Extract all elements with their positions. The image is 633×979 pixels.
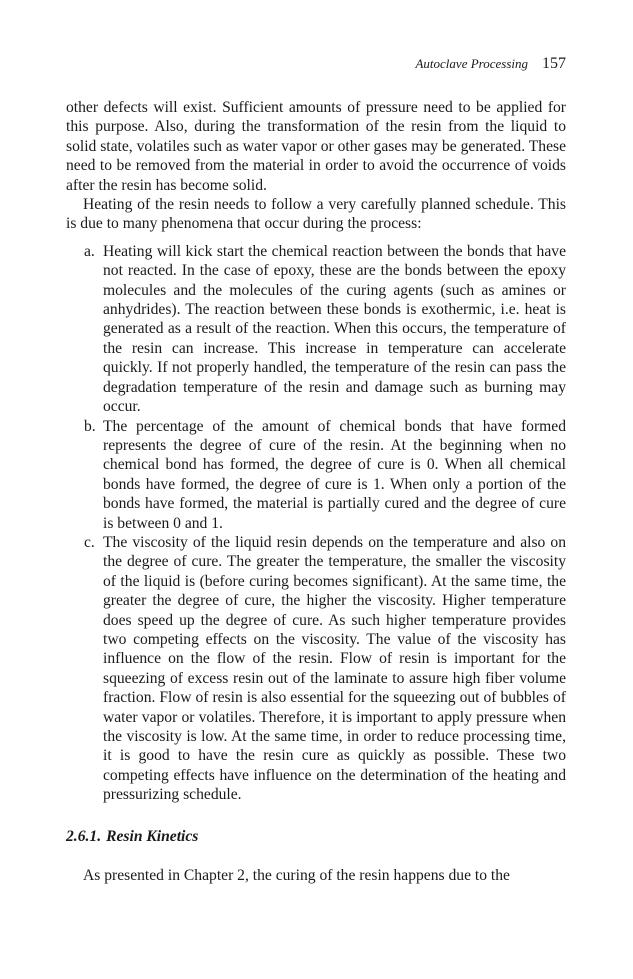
- paragraph-heating-schedule: Heating of the resin needs to follow a very carefully planned schedule. This is due to many phenomena that occur during the process:: [66, 196, 566, 233]
- section-heading: [66, 827, 566, 846]
- section-number: 2.6.1.: [66, 827, 102, 845]
- paragraph-resin-kinetics: As presented in Chapter 2, the curing of the resin happens due to the: [83, 867, 510, 885]
- list-item-text: Heating will kick start the chemical reaction between the bonds that have not reacted. In the case of epoxy, these are the bonds between the epoxy molecules and the molecules of the curing agents (such as amines or anhydrides). The reaction between these bonds is exothermic, i.e. heat is generated as a result of the reaction. When this occurs, the temperature of the resin can increase. This increase in temperature can accelerate quickly. If not properly handled, the temperature of the resin can pass the degradation temperature of the resin and damage such as burning may occur.: [103, 242, 566, 416]
- body-text: [66, 98, 566, 885]
- list-marker: c.: [84, 533, 95, 551]
- running-head: [66, 56, 566, 72]
- running-title: Autoclave Processing: [415, 56, 528, 71]
- page-number: 157: [542, 55, 566, 72]
- list-item: [66, 533, 566, 805]
- list-marker: a.: [84, 242, 95, 260]
- list-item-text: The percentage of the amount of chemical bonds that have formed represents the degree of cure of the resin. At the beginning when no chemical bond has formed, the degree of cure is 0. When all chemical bonds have formed, the degree of cure is 1. When only a portion of the bonds have formed, the material is partially cured and the degree of cure is between 0 and 1.: [103, 417, 566, 532]
- list-item-text: The viscosity of the liquid resin depends on the temperature and also on the degree of cure. The greater the temperature, the smaller the viscosity of the liquid is (before curing becomes significant). At the same time, the greater the degree of cure, the higher the viscosity. Higher temperature does speed up the degree of cure. As such higher temperature provides two competing effects on the viscosity. The value of the viscosity has influence on the flow of the resin. Flow of resin is important for the squeezing of excess resin out of the laminate to assure high fiber volume fraction. Flow of resin is also essential for the squeezing out of bubbles of water vapor or volatiles. Therefore, it is important to apply pressure when the viscosity is low. At the same time, in order to reduce processing time, it is good to have the resin cure as quickly as possible. These two competing effects have influence on the determination of the heating and pressurizing schedule.: [103, 533, 566, 804]
- section-title: Resin Kinetics: [106, 827, 199, 845]
- list-marker: b.: [84, 417, 96, 435]
- list-item: [66, 242, 566, 417]
- paragraph-continued: other defects will exist. Sufficient amounts of pressure need to be applied for this purpose. Also, during the transformation of the resin from the liquid to solid state, volatiles such as water vapor or other gases may be generated. These need to be removed from the material in order to avoid the occurrence of voids after the resin has become solid.: [66, 99, 566, 194]
- phenomena-list: [66, 242, 566, 805]
- list-item: [66, 417, 566, 533]
